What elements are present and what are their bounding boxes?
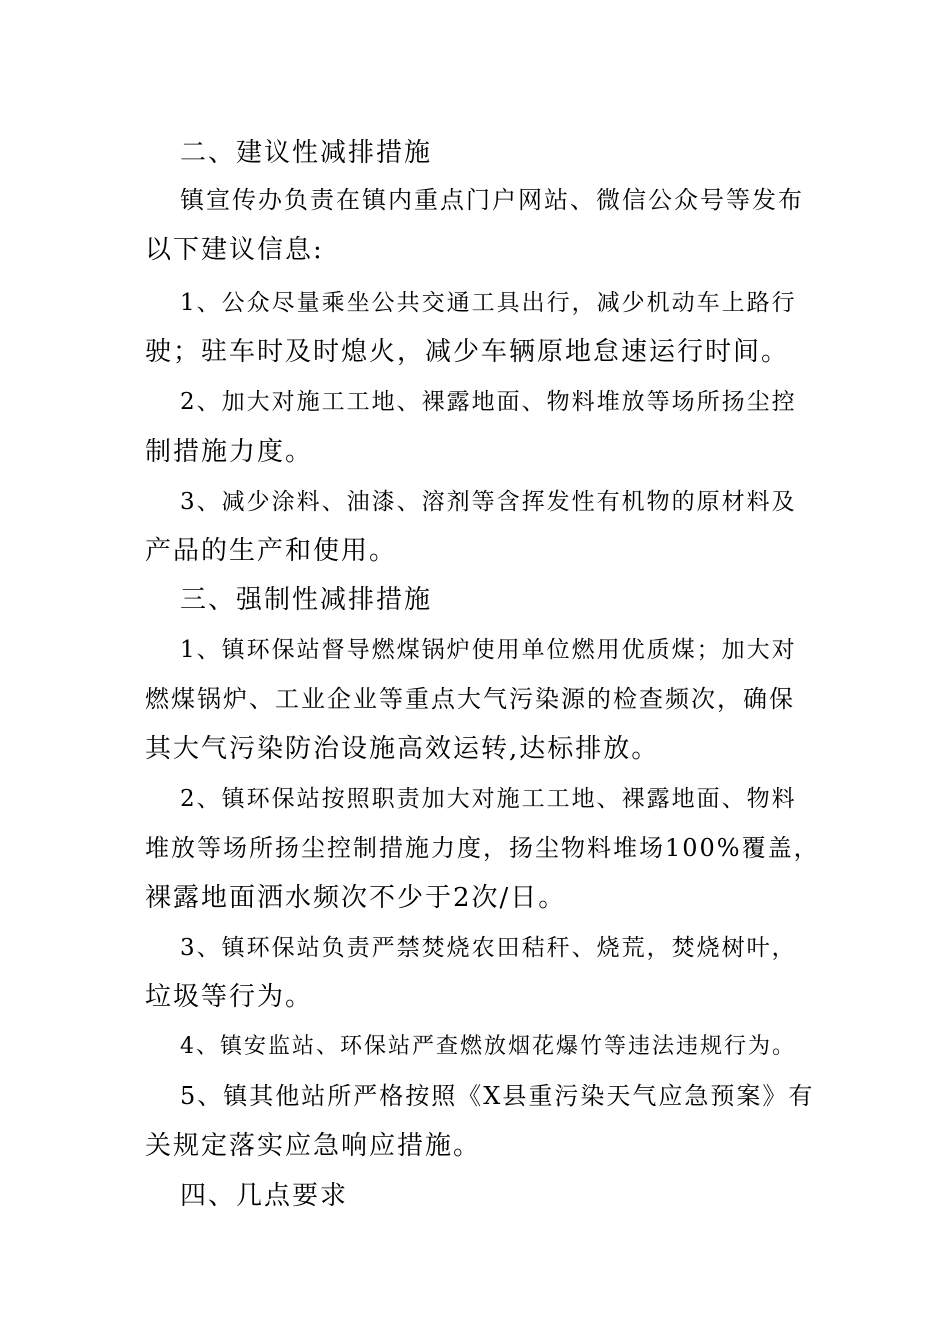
paragraph-line: 以下建议信息: bbox=[145, 235, 324, 265]
list-item-line: 裸露地面洒水频次不少于2次/日。 bbox=[145, 883, 567, 913]
list-item-line: 制措施力度。 bbox=[145, 437, 314, 467]
list-item-line: 3、镇环保站负责严禁焚烧农田秸秆、烧荒，焚烧树叶， bbox=[180, 935, 797, 961]
list-item-line: 关规定落实应急响应措施。 bbox=[145, 1131, 482, 1161]
list-item-line: 2、加大对施工工地、裸露地面、物料堆放等场所扬尘控 bbox=[180, 389, 797, 415]
list-item-line: 2、镇环保站按照职责加大对施工工地、裸露地面、物料 bbox=[180, 786, 797, 812]
list-item-line: 驶；驻车时及时熄火，减少车辆原地怠速运行时间。 bbox=[145, 337, 790, 367]
list-item-line: 4、镇安监站、环保站严查燃放烟花爆竹等违法违规行为。 bbox=[180, 1034, 796, 1059]
list-item-line: 其大气污染防治设施高效运转,达标排放。 bbox=[145, 734, 660, 764]
list-item-line: 燃煤锅炉、工业企业等重点大气污染源的检查频次，确保 bbox=[145, 685, 795, 713]
paragraph-line: 镇宣传办负责在镇内重点门户网站、微信公众号等发布 bbox=[180, 186, 804, 214]
list-item-line: 5、镇其他站所严格按照《X县重污染天气应急预案》有 bbox=[180, 1082, 815, 1110]
list-item-line: 3、减少涂料、油漆、溶剂等含挥发性有机物的原材料及 bbox=[180, 489, 797, 515]
heading-section-3: 三、强制性减排措施 bbox=[180, 585, 433, 615]
list-item-line: 产品的生产和使用。 bbox=[145, 536, 398, 566]
list-item-line: 1、镇环保站督导燃煤锅炉使用单位燃用优质煤；加大对 bbox=[180, 637, 797, 663]
list-item-line: 垃圾等行为。 bbox=[145, 982, 314, 1012]
list-item-line: 1、公众尽量乘坐公共交通工具出行，减少机动车上路行 bbox=[180, 290, 797, 316]
list-item-line: 堆放等场所扬尘控制措施力度，扬尘物料堆场100%覆盖， bbox=[145, 834, 820, 862]
heading-section-2: 二、建议性减排措施 bbox=[180, 138, 433, 168]
heading-section-4: 四、几点要求 bbox=[180, 1181, 349, 1211]
